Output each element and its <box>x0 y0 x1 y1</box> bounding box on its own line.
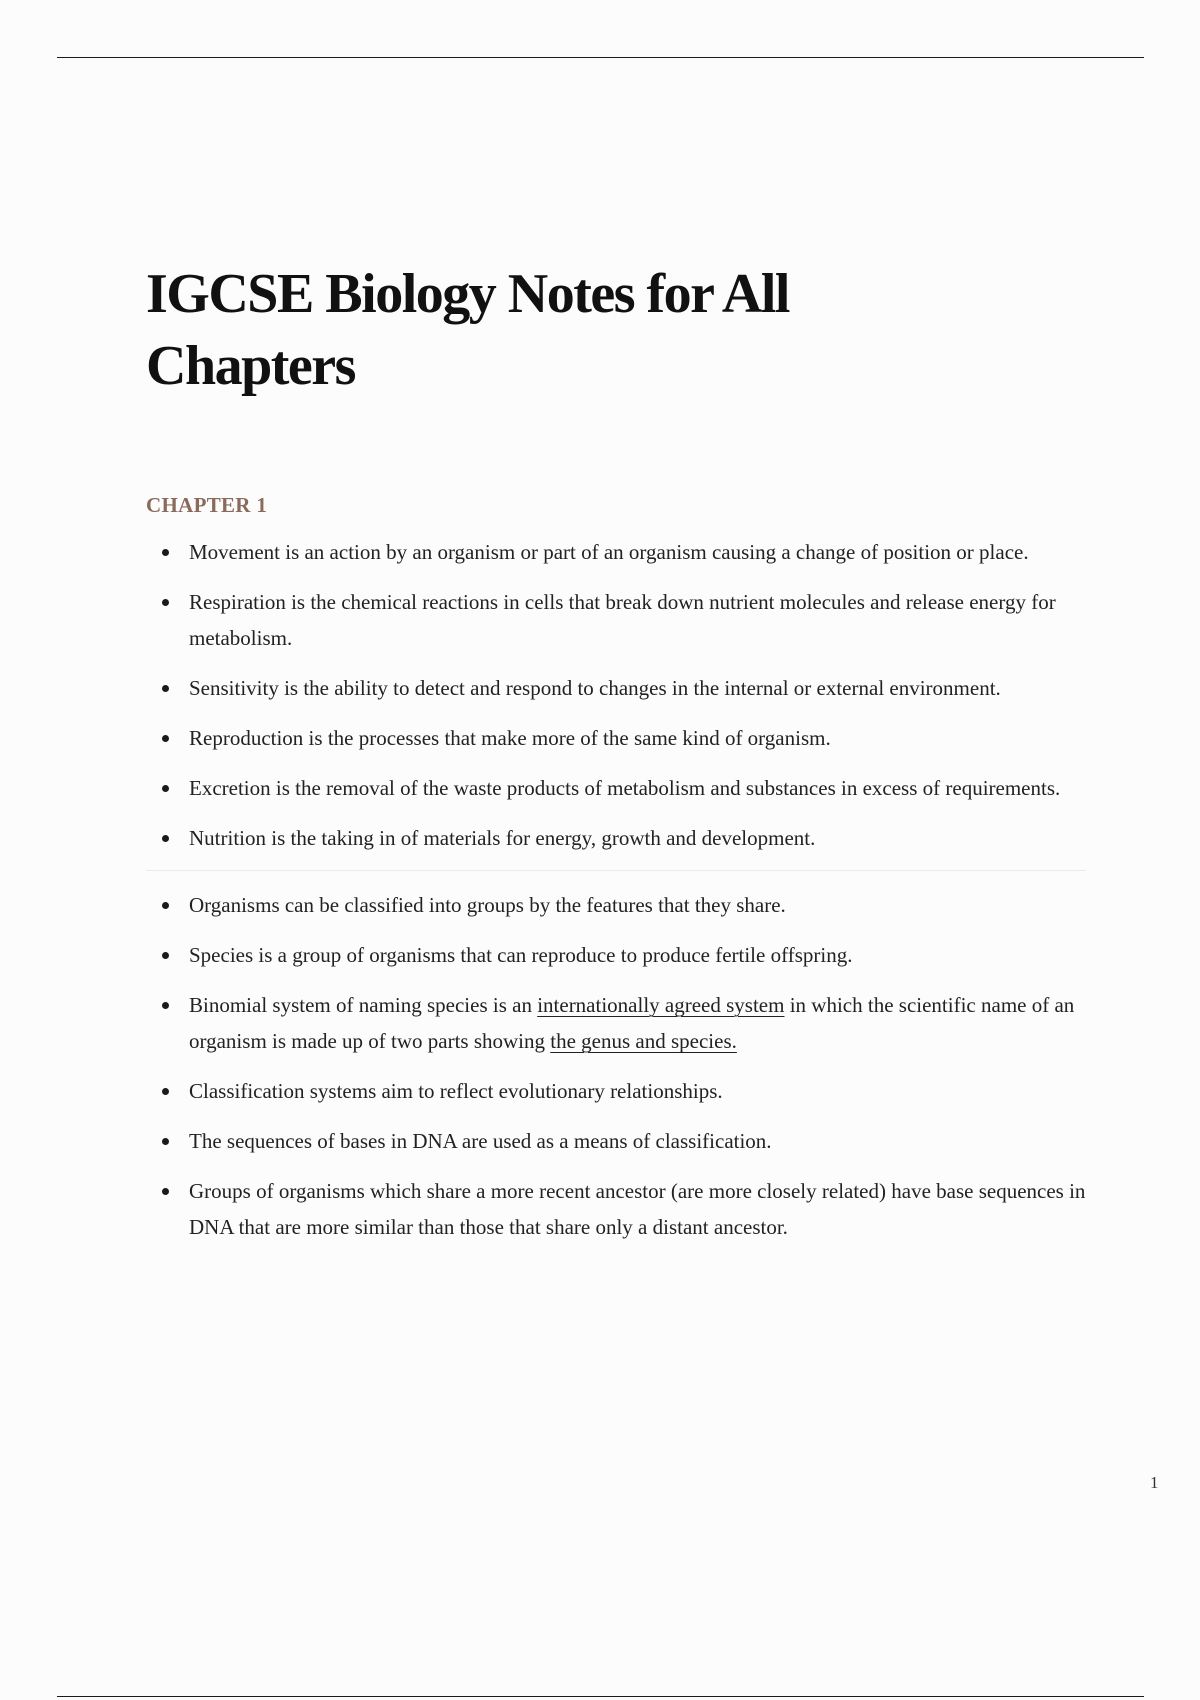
list-item-text: Respiration is the chemical reactions in cells that break down nutrient molecules and release energy for metabolism. <box>189 590 1056 650</box>
list-item <box>146 1073 1086 1109</box>
chapter-1-characteristics-list <box>146 534 1086 856</box>
list-item-text: Classification systems aim to reflect evolutionary relationships. <box>189 1079 723 1103</box>
bullet-icon <box>162 1138 169 1145</box>
binomial-text-part2: in which the scientific name of an organism is made up of two parts showing <box>189 993 1075 1053</box>
list-item-text: Excretion is the removal of the waste products of metabolism and substances in excess of requirements. <box>189 776 1061 800</box>
list-item-text: Groups of organisms which share a more recent ancestor (are more closely related) have base sequences in DNA that are more similar than those that share only a distant ancestor. <box>189 1179 1086 1239</box>
bullet-icon <box>162 785 169 792</box>
section-divider <box>146 870 1086 871</box>
list-item <box>146 937 1086 973</box>
bullet-icon <box>162 902 169 909</box>
list-item-text: The sequences of bases in DNA are used as a means of classification. <box>189 1129 772 1153</box>
chapter-heading: CHAPTER 1 <box>146 493 268 517</box>
bullet-icon <box>162 952 169 959</box>
list-item-text: Nutrition is the taking in of materials for energy, growth and development. <box>189 826 816 850</box>
bullet-icon <box>162 1002 169 1009</box>
underlined-genus-and-species: the genus and species. <box>550 1029 737 1053</box>
bullet-icon <box>162 549 169 556</box>
chapter-1-classification-list <box>146 887 1086 1245</box>
list-item <box>146 670 1086 706</box>
page-content <box>146 258 1086 1259</box>
bullet-icon <box>162 1188 169 1195</box>
list-item <box>146 584 1086 656</box>
document-title: IGCSE Biology Notes for All Chapters <box>146 263 789 397</box>
list-item <box>146 820 1086 856</box>
list-item <box>146 720 1086 756</box>
list-item-text: Organisms can be classified into groups by the features that they share. <box>189 893 786 917</box>
list-item <box>146 770 1086 806</box>
list-item-text: Species is a group of organisms that can reproduce to produce fertile offspring. <box>189 943 853 967</box>
list-item-text: Reproduction is the processes that make more of the same kind of organism. <box>189 726 831 750</box>
list-item-text: Sensitivity is the ability to detect and respond to changes in the internal or external environment. <box>189 676 1001 700</box>
list-item <box>146 1173 1086 1245</box>
binomial-text-part1: Binomial system of naming species is an <box>189 993 538 1017</box>
list-item-text: Movement is an action by an organism or part of an organism causing a change of position or place. <box>189 540 1029 564</box>
list-item <box>146 987 1086 1059</box>
bullet-icon <box>162 735 169 742</box>
bullet-icon <box>162 685 169 692</box>
underlined-internationally-agreed-system: internationally agreed system <box>537 993 785 1017</box>
bullet-icon <box>162 1088 169 1095</box>
list-item <box>146 887 1086 923</box>
list-item <box>146 1123 1086 1159</box>
page-number: 1 <box>1150 1473 1159 1492</box>
list-item <box>146 534 1086 570</box>
bullet-icon <box>162 835 169 842</box>
bottom-rule <box>57 1696 1144 1697</box>
top-rule <box>57 57 1144 58</box>
bullet-icon <box>162 599 169 606</box>
